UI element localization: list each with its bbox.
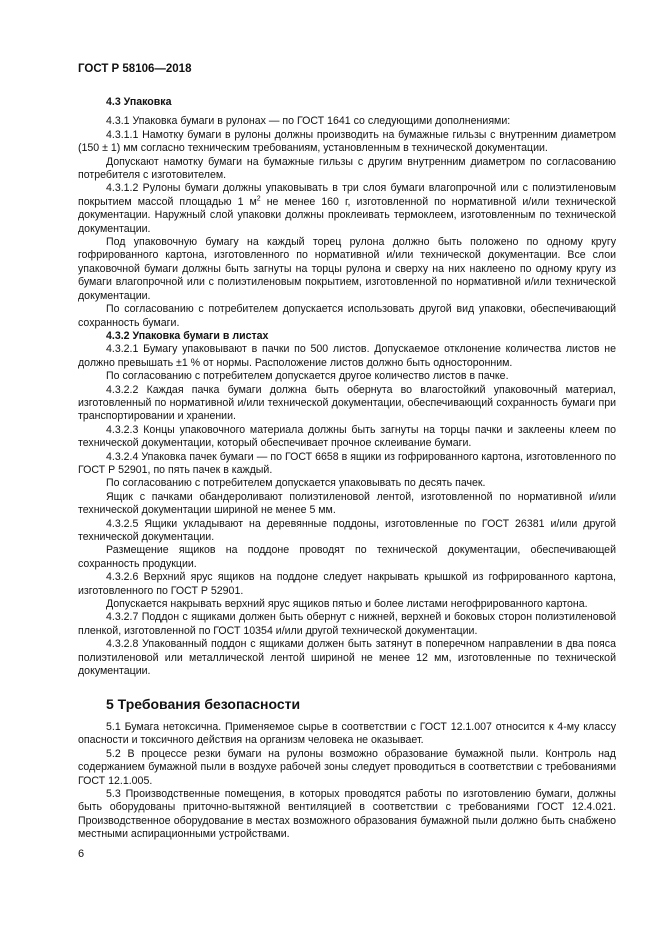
paragraph: 4.3.1 Упаковка бумаги в рулонах — по ГОСТ 1641 со следующими дополнениями: <box>106 115 511 128</box>
paragraph: 4.3.2.7 Поддон с ящиками должен быть обернут с нижней, верхней и боковых сторон полиэтиленовой пленкой, изготовленной по ГОСТ 10354 и/или другой технической документации. <box>78 611 616 637</box>
paragraph: 4.3.2.5 Ящики укладывают на деревянные поддоны, изготовленные по ГОСТ 26381 и/или другой технической документации. <box>78 517 616 543</box>
superscript: 2 <box>256 195 261 203</box>
subsection-4-3-2-heading: 4.3.2 Упаковка бумаги в листах <box>106 329 269 342</box>
paragraph: Допускают намотку бумаги на бумажные гильзы с другим внутренним диаметром по согласованию потребителя с изготовителем. <box>78 155 616 182</box>
paragraph: 5.1 Бумага нетоксична. Применяемое сырье в соответствии с ГОСТ 12.1.007 относится к 4-му классу опасности и токсичного действия на организм человека не оказывает. <box>78 720 616 747</box>
paragraph: 4.3.2.3 Концы упаковочного материала должны быть загнуты на торцы пачки и заклеены клеем по технической документации, который обеспечивает прочное склеивание бумаги. <box>78 423 616 450</box>
section-4-3-heading: 4.3 Упаковка <box>106 96 172 108</box>
paragraph: 5.2 В процессе резки бумаги на рулоны возможно образование бумажной пыли. Контроль над содержанием бумажной пыли в воздухе рабочей зоны следует проводиться в соответствии с требованиями ГОСТ 12.1.005. <box>78 747 616 787</box>
paragraph: 5.3 Производственные помещения, в которых проводятся работы по изготовлению бумаги, должны быть оборудованы приточно-вытяжной вентиляцией в соответствии с требованиями ГОСТ 12.4.021. Производственное оборудование в местах возможного образования бумажной пыли должно быть снабжено местными аспирационными устройствами. <box>78 787 616 841</box>
paragraph: 4.3.2.2 Каждая пачка бумаги должна быть обернута во влагостойкий упаковочный материал, изготовленный по нормативной и/или технической документации, обеспечивающий сохранность бумаги при транспортировании и хранении. <box>78 383 616 423</box>
paragraph: По согласованию с потребителем допускается использовать другой вид упаковки, обеспечивающий сохранность бумаги. <box>78 303 616 329</box>
section-5-heading: 5 Требования безопасности <box>106 696 301 713</box>
page-number: 6 <box>78 848 85 860</box>
paragraph: 4.3.2.1 Бумагу упаковывают в пачки по 500 листов. Допускаемое отклонение количества листов не должно превышать ±1 % от нормы. Расположение листов должно быть односторонним. <box>78 343 616 369</box>
paragraph: По согласованию с потребителем допускается другое количество листов в пачке. <box>106 370 509 383</box>
paragraph: По согласованию с потребителем допускается упаковывать по десять пачек. <box>106 477 486 490</box>
page-content <box>78 96 616 842</box>
paragraph: 4.3.2.6 Верхний ярус ящиков на поддоне следует накрывать крышкой из гофрированного картона, изготовленного по ГОСТ Р 52901. <box>78 571 616 597</box>
paragraph: Под упаковочную бумагу на каждый торец рулона должно быть положено по одному кругу гофрированного картона, изготовленного по нормативной и/или технической документации. Все слои упаковочной бумаги должны быть загнуты на торцы рулона и сверху на них наклеено по одному кругу из бумаги влагопрочной или с полиэтиленовым покрытием, изготовленной по нормативной и/или технической документации. <box>78 236 616 302</box>
paragraph: 4.3.1.1 Намотку бумаги в рулоны должны производить на бумажные гильзы с внутренним диаметром (150 ± 1) мм согласно техническим требованиям, установленным в технической документации. <box>78 128 616 155</box>
paragraph: 4.3.2.4 Упаковка пачек бумаги — по ГОСТ 6658 в ящики из гофрированного картона, изготовленного по ГОСТ Р 52901, по пять пачек в каждый. <box>78 450 616 476</box>
paragraph: Ящик с пачками обандероливают полиэтиленовой лентой, изготовленной по нормативной и/или технической документации шириной не менее 5 мм. <box>78 490 616 517</box>
paragraph <box>78 182 616 236</box>
paragraph: 4.3.2.8 Упакованный поддон с ящиками должен быть затянут в поперечном направлении в два пояса полиэтиленовой или металлической лентой шириной не менее 12 мм, изготовленные по технической документации. <box>78 638 616 678</box>
running-header: ГОСТ Р 58106—2018 <box>78 63 192 75</box>
paragraph: Допускается накрывать верхний ярус ящиков пятью и более листами негофрированного картона. <box>106 598 588 611</box>
paragraph-text: 4.3.1.2 Рулоны бумаги должны упаковывать в три слоя бумаги влагопрочной или с полиэтиленовым покрытием массой площадью 1 м <box>78 182 616 208</box>
paragraph: Размещение ящиков на поддоне проводят по технической документации, обеспечивающей сохранность продукции. <box>78 544 616 570</box>
paragraph-text: не менее 160 г, изготовленной по нормативной и/или технической документации. Наружный слой упаковки должны проклеивать термоклеем, изготовленным по технической документации. <box>78 195 616 235</box>
